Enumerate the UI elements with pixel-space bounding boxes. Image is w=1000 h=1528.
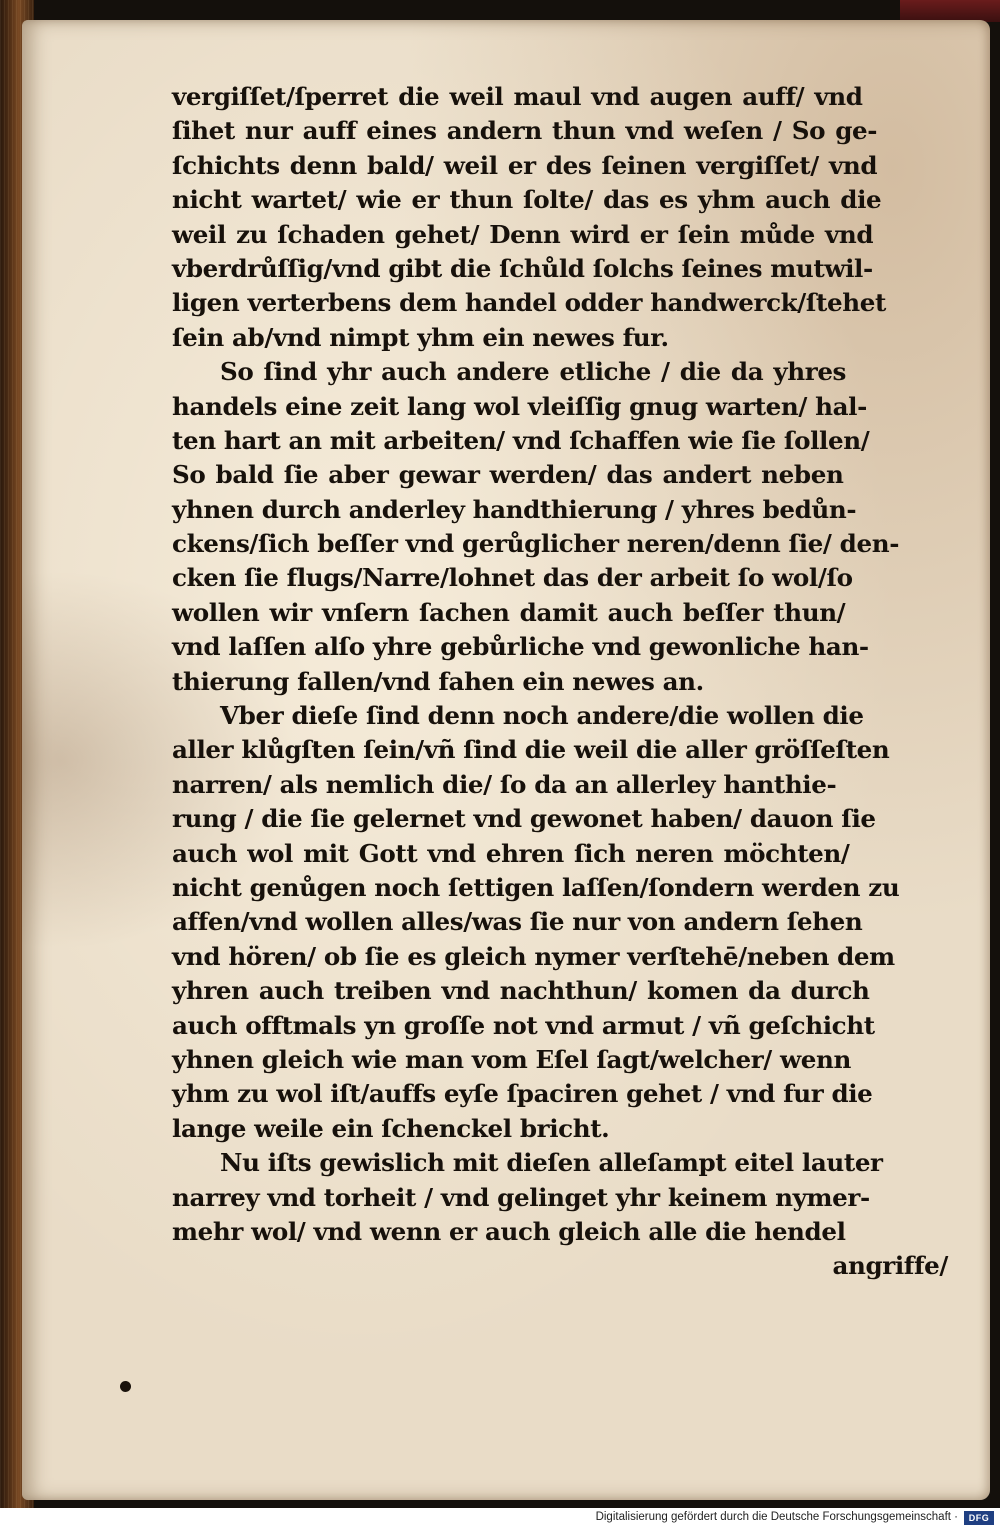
text-line: nicht genůgen noch ſettigen laſſen/ſondern werden zu bbox=[172, 872, 900, 902]
text-line: nicht wartet/ wie er thun ſolte/ das es yhm auch die bbox=[172, 185, 882, 215]
text-line: vnd laſſen alſo yhre gebůrliche vnd gewonliche han- bbox=[172, 632, 869, 662]
text-line: rung / die ſie gelernet vnd gewonet haben/ dauon ſie bbox=[172, 804, 876, 834]
text-line: ſein ab/vnd nimpt yhm ein newes fur. bbox=[172, 322, 669, 352]
text-line: vergiſſet/ſperret die weil maul vnd augen auff/ vnd bbox=[172, 82, 863, 111]
text-line: narren/ als nemlich die/ ſo da an allerley hanthie- bbox=[172, 769, 837, 799]
text-line: affen/vnd wollen alles/was ſie nur von andern ſehen bbox=[172, 907, 863, 937]
text-line: yhnen gleich wie man vom Eſel ſagt/welcher/ wenn bbox=[172, 1044, 851, 1074]
text-line: thierung fallen/vnd fahen ein newes an. bbox=[172, 666, 704, 696]
text-line: yhm zu wol iſt/auffs eyſe ſpaciren gehet / vnd fur die bbox=[172, 1079, 873, 1109]
credit-bar bbox=[0, 1508, 1000, 1528]
text-line: vnd hören/ ob ſie es gleich nymer verſtehē/neben dem bbox=[172, 941, 895, 971]
credit-text: Digitalisierung gefördert durch die Deutsche Forschungsgemeinschaft · bbox=[595, 1511, 958, 1523]
text-line: weil zu ſchaden gehet/ Denn wird er ſein můde vnd bbox=[172, 219, 874, 249]
text-line: aller klůgſten ſein/vñ ſind die weil die aller gröſſeſten bbox=[172, 735, 890, 765]
text-line: vberdrůſſig/vnd gibt die ſchůld ſolchs ſeines mutwil- bbox=[172, 253, 873, 283]
text-line: handels eine zeit lang wol vleiſſig gnug warten/ hal- bbox=[172, 391, 867, 421]
text-line: narrey vnd torheit / vnd gelinget yhr keinem nymer- bbox=[172, 1182, 870, 1212]
page-text bbox=[158, 80, 948, 1284]
dfg-logo-icon: DFG bbox=[964, 1511, 994, 1525]
text-line: lange weile ein ſchenckel bricht. bbox=[172, 1113, 610, 1143]
text-line: ſchichts denn bald/ weil er des ſeinen vergiſſet/ vnd bbox=[172, 150, 878, 180]
text-line: ligen verterbens dem handel odder handwerck/ſtehet bbox=[172, 288, 886, 318]
paragraph-start-line: Vber dieſe ſind denn noch andere/die wollen die bbox=[220, 701, 864, 731]
text-line: wollen wir vnſern ſachen damit auch beſſer thun/ bbox=[172, 597, 846, 627]
text-line: So bald ſie aber gewar werden/ das andert neben bbox=[172, 460, 844, 490]
text-line: yhren auch treiben vnd nachthun/ komen da durch bbox=[172, 976, 870, 1006]
paragraph-start-line: So ſind yhr auch andere etliche / die da yhres bbox=[220, 357, 847, 387]
text-line: auch offtmals yn groſſe not vnd armut / vñ geſchicht bbox=[172, 1010, 875, 1040]
text-line: ſihet nur auff eines andern thun vnd weſen / So ge- bbox=[172, 116, 878, 146]
ink-dot bbox=[120, 1381, 131, 1392]
text-line: mehr wol/ vnd wenn er auch gleich alle die hendel bbox=[172, 1216, 846, 1246]
text-line: yhnen durch anderley handthierung / yhres bedůn- bbox=[172, 494, 857, 524]
text-line: ckens/ſich beſſer vnd gerůglicher neren/denn ſie/ den- bbox=[172, 529, 900, 559]
catchword: angriffe/ bbox=[832, 1251, 948, 1281]
binding-strip bbox=[900, 0, 1000, 22]
text-line: ten hart an mit arbeiten/ vnd ſchaffen wie ſie ſollen/ bbox=[172, 425, 870, 455]
text-line: auch wol mit Gott vnd ehren ſich neren möchten/ bbox=[172, 838, 850, 868]
text-line: cken ſie flugs/Narre/lohnet das der arbeit ſo wol/ſo bbox=[172, 563, 853, 593]
paragraph-start-line: Nu iſts gewislich mit dieſen alleſampt eitel lauter bbox=[220, 1148, 883, 1178]
